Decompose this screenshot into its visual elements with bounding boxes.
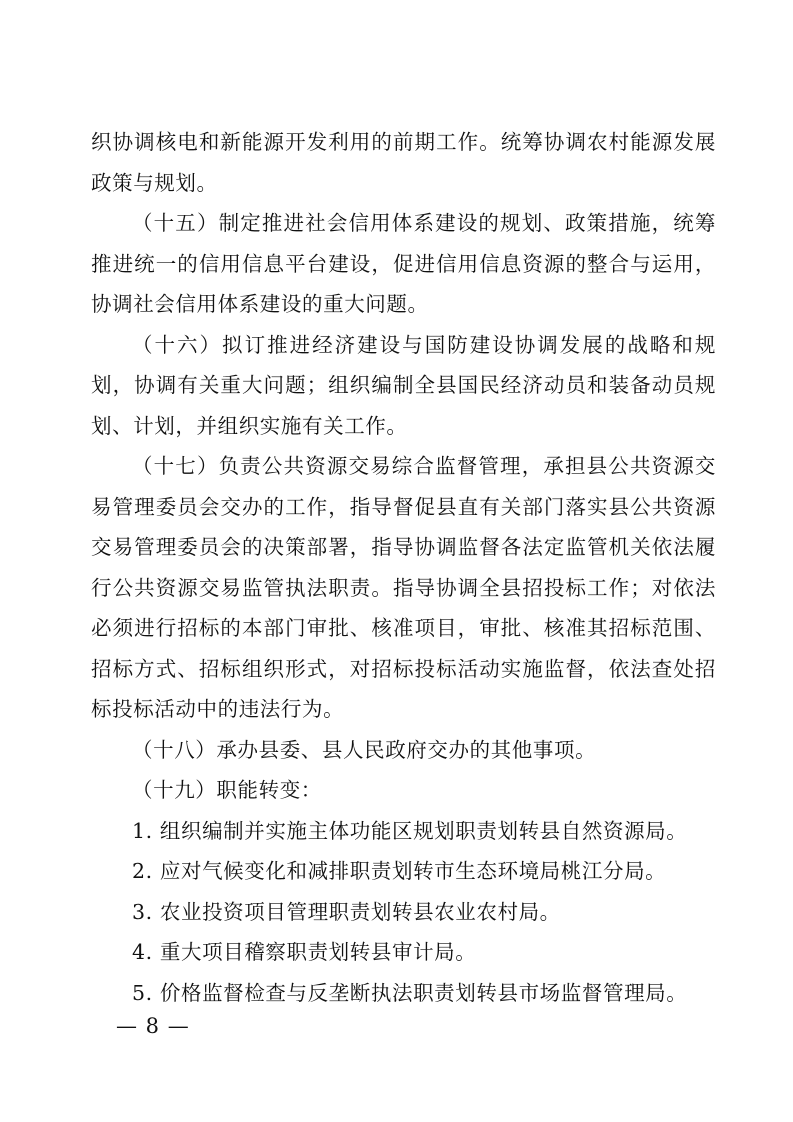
list-item-1: 1. 组织编制并实施主体功能区规划职责划转县自然资源局。 [132,818,688,843]
paragraph-item-17: （十七）负责公共资源交易综合监督管理，承担县公共资源交易管理委员会交办的工作，指导督促县直有关部门落实县公共资源交易管理委员会的决策部署，指导协调监督各法定监管机关依法履行公共资源交易监管执法职责。指导协调全县招投标工作；对依法必须进行招标的本部门审批、核准项目，审批、核准其招标范围、招标方式、招标组织形式，对招标投标活动实施监督，依法查处招标投标活动中的违法行为。 [91,454,716,721]
list-item-5: 5. 价格监督检查与反垄断执法职责划转县市场监督管理局。 [132,980,688,1005]
list-item-3: 3. 农业投资项目管理职责划转县农业农村局。 [132,899,561,924]
list-item-2: 2. 应对气候变化和减排职责划转市生态环境局桃江分局。 [132,859,667,883]
document-body [91,122,716,1013]
list-item-4: 4. 重大项目稽察职责划转县审计局。 [132,940,477,964]
page-number: — 8 — [116,1014,190,1038]
paragraph-item-16: （十六）拟订推进经济建设与国防建设协调发展的战略和规划，协调有关重大问题；组织编制全县国民经济动员和装备动员规划、计划，并组织实施有关工作。 [91,332,716,438]
paragraph-continuation: 织协调核电和新能源开发利用的前期工作。统筹协调农村能源发展政策与规划。 [91,130,716,195]
paragraph-item-19: （十九）职能转变： [132,778,322,802]
paragraph-item-18: （十八）承办县委、县人民政府交办的其他事项。 [132,737,597,762]
paragraph-item-15: （十五）制定推进社会信用体系建设的规划、政策措施，统筹推进统一的信用信息平台建设，促进信用信息资源的整合与运用，协调社会信用体系建设的重大问题。 [91,211,716,316]
